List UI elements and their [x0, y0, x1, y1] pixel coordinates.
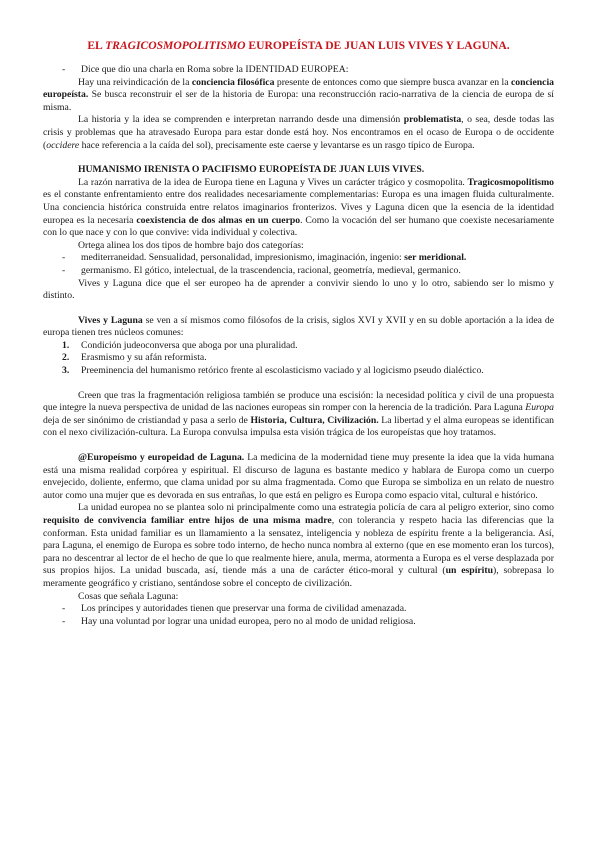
numbered-item-2: [43, 352, 554, 365]
bullet-text: [81, 252, 554, 265]
text-run: presente de entonces como que siempre busca avanzar en la: [274, 76, 511, 88]
paragraph-razon-narrativa: [43, 177, 554, 240]
text-run: La libertad y el alma europeas se identifican con el nexo civilización-cultura. La Europa convulsa impulsa esta visión trágica de los europeístas que hoy tratamos.: [43, 414, 554, 439]
dash-marker: -: [62, 252, 66, 264]
bullet-text: Los príncipes y autoridades tienen que preservar una forma de civilidad amenazada.: [81, 603, 407, 615]
dash-marker: -: [62, 603, 66, 615]
item-number: 1.: [62, 339, 70, 351]
dash-marker: -: [62, 615, 66, 627]
bullet-voluntad: [43, 616, 554, 629]
title-part-3: EUROPEÍSTA DE JUAN LUIS VIVES Y LAGUNA.: [245, 39, 510, 52]
text-run: , con tolerancia y respeto hacia las diferencias que la conforman. Esta unidad familiar es un llamamiento a la sensatez, inteligencia y nobleza de espíritu frente a la beligerancia. Así, para Laguna, el enemigo de Europa es sobre todo interno, de hecho nunca nombra al externo (que en ese momento eran los turcos), para no descentrar al lector de el hecho de que lo que realmente hiere, anula, merma, atormenta a Europa es el verse desplazada por sus propios hijos. La unidad buscada, así, tiende más a una de carácter ético-moral y cultural (: [43, 515, 554, 577]
item-number: 2.: [62, 352, 70, 364]
text-run: , o sea, desde todas las crisis y problemas que ha atravesado Europa para estar donde está hoy. Nos encontramos en el ocaso de Europa o de occidente (: [43, 114, 554, 151]
dash-marker: -: [62, 64, 66, 75]
text-run: . Como la vocación del ser humano que coexiste necesariamente con lo que nace y con lo que convive: vida individual y colectiva.: [43, 214, 555, 239]
text-run: La razón narrativa de la idea de Europa tiene en Laguna y Vives un carácter trágico y cosmopolita.: [78, 176, 468, 188]
paragraph-conciencia: [43, 77, 554, 115]
title-part-1: EL: [87, 39, 106, 52]
bullet-text: Hay una voluntad por lograr una unidad europea, pero no al modo de unidad religiosa.: [81, 615, 416, 627]
text-run: Hay una reivindicación de la: [78, 76, 192, 88]
item-text: Erasmismo y su afán reformista.: [81, 352, 207, 364]
text-run: se ven a sí mismos como filósofos de la crisis, siglos XVI y XVII y en su doble aportación a la idea de europa tienen tres núcleos comunes:: [43, 314, 554, 339]
bold-run: requisito de convivencia familiar entre hijos de una misma madre: [43, 515, 332, 526]
bullet-principes: [43, 603, 554, 616]
bold-run: conciencia europeísta.: [43, 76, 554, 101]
paragraph-historia: [43, 114, 554, 152]
text-run: es el constante enfrentamiento entre dos realidades necesariamente complementarias: Europa es una imagen fluida culturalmente. Una conciencia histórica construida entre relatos imaginarios fronterizos. Vives y Laguna dicen que la esencia de la identidad europea es la necesaria: [43, 189, 554, 226]
text-run: ), sobrepasa lo meramente geográfico y cristiano, sentándose sobre el concepto de civilización.: [43, 565, 554, 589]
bullet-mediterraneidad: [43, 252, 554, 265]
text-run: La unidad europea no se plantea solo ni principalmente como una estrategia policía de cara al peligro exterior, sino como: [78, 502, 554, 514]
bold-run: problematista: [403, 114, 462, 126]
bold-run: Tragicosmopolitismo: [467, 176, 554, 188]
text-run: Creen que tras la fragmentación religiosa también se produce una escisión: la necesidad política y civil de una propuesta que integre la nueva perspectiva de unidad de las naciones europeas sin romper con la herencia de la tradición. Para Laguna: [43, 389, 554, 414]
bold-run: coexistencia de dos almas en un cuerpo: [136, 214, 301, 226]
text-run: La historia y la idea se comprenden e interpretan narrando desde una dimensión: [78, 114, 404, 126]
bold-run: @Europeísmo y europeidad de Laguna.: [78, 452, 245, 464]
text-run: hace referencia a la caída del sol), precisamente este caerse y levantarse es un rasgo típico de Europa.: [79, 139, 475, 151]
bold-run: Historia, Cultura, Civilización.: [250, 414, 379, 426]
paragraph-ortega: Ortega alinea los dos tipos de hombre bajo dos categorías:: [78, 239, 304, 251]
bold-run: Vives y Laguna: [78, 314, 143, 326]
bold-run: conciencia filosófica: [191, 76, 275, 88]
dash-marker: -: [62, 264, 66, 276]
item-text: Condición judeoconversa que aboga por una pluralidad.: [81, 339, 298, 351]
text-run: deja de ser sinónimo de cristiandad y pasa a serlo de: [43, 414, 251, 426]
bullet-germanismo: [43, 265, 554, 278]
paragraph-filosofos-crisis: [43, 315, 554, 340]
text-run: mediterraneidad. Sensualidad, personalidad, impresionismo, imaginación, ingenio:: [81, 252, 405, 264]
bold-run: un espíritu: [445, 565, 493, 577]
numbered-item-1: [43, 340, 554, 353]
document-title: [43, 39, 554, 53]
item-text: Preeminencia del humanismo retórico frente al escolasticismo vaciado y al logicismo pseudo dialéctico.: [81, 365, 484, 377]
item-number: 3.: [62, 365, 70, 377]
bold-run: ser meridional.: [404, 252, 467, 264]
italic-run: occidere: [46, 139, 80, 151]
bullet-text: germanismo. El gótico, intelectual, de la trascendencia, racional, geometría, medieval, germanico.: [81, 264, 461, 276]
text-run: La medicina de la modernidad tiene muy presente la idea que la vida humana está una misma realidad corpórea y espiritual. El discurso de laguna es bastante medico y hablara de Europa como un cuerpo envejecido, doliente, enfermo, que clama unidad por su alma fragmentada. Como que Europa se simboliza en un relato de nuestro autor como una mujer que es devorada en sus entrañas, lo que está en peligro es Europa como espacio vital, cultural e histórico.: [43, 452, 554, 501]
text-run: Se busca reconstruir el ser de la historia de Europa: una reconstrucción racio-narrativa de la ciencia de europa de sí misma.: [43, 89, 554, 113]
section-heading-humanismo: HUMANISMO IRENISTA O PACIFISMO EUROPEÍSTA DE JUAN LUIS VIVES.: [78, 164, 425, 176]
numbered-item-3: [43, 365, 554, 378]
italic-run: Europa: [525, 402, 554, 414]
intro-bullet: [43, 64, 554, 77]
paragraph-cosas-laguna: Cosas que señala Laguna:: [78, 590, 179, 602]
paragraph-convivir: Vives y Laguna dice que el ser europeo ha de aprender a convivir siendo lo uno y lo otro, sabiendo ser lo mismo y distinto.: [43, 277, 554, 302]
paragraph-fragmentacion: [43, 390, 554, 440]
intro-bullet-text: Dice que dio una charla en Roma sobre la IDENTIDAD EUROPEA:: [81, 64, 349, 75]
title-part-2: TRAGICOSMOPOLITISMO: [105, 39, 246, 52]
paragraph-unidad-europea: [43, 502, 554, 590]
paragraph-europeismo-laguna: [43, 452, 554, 502]
